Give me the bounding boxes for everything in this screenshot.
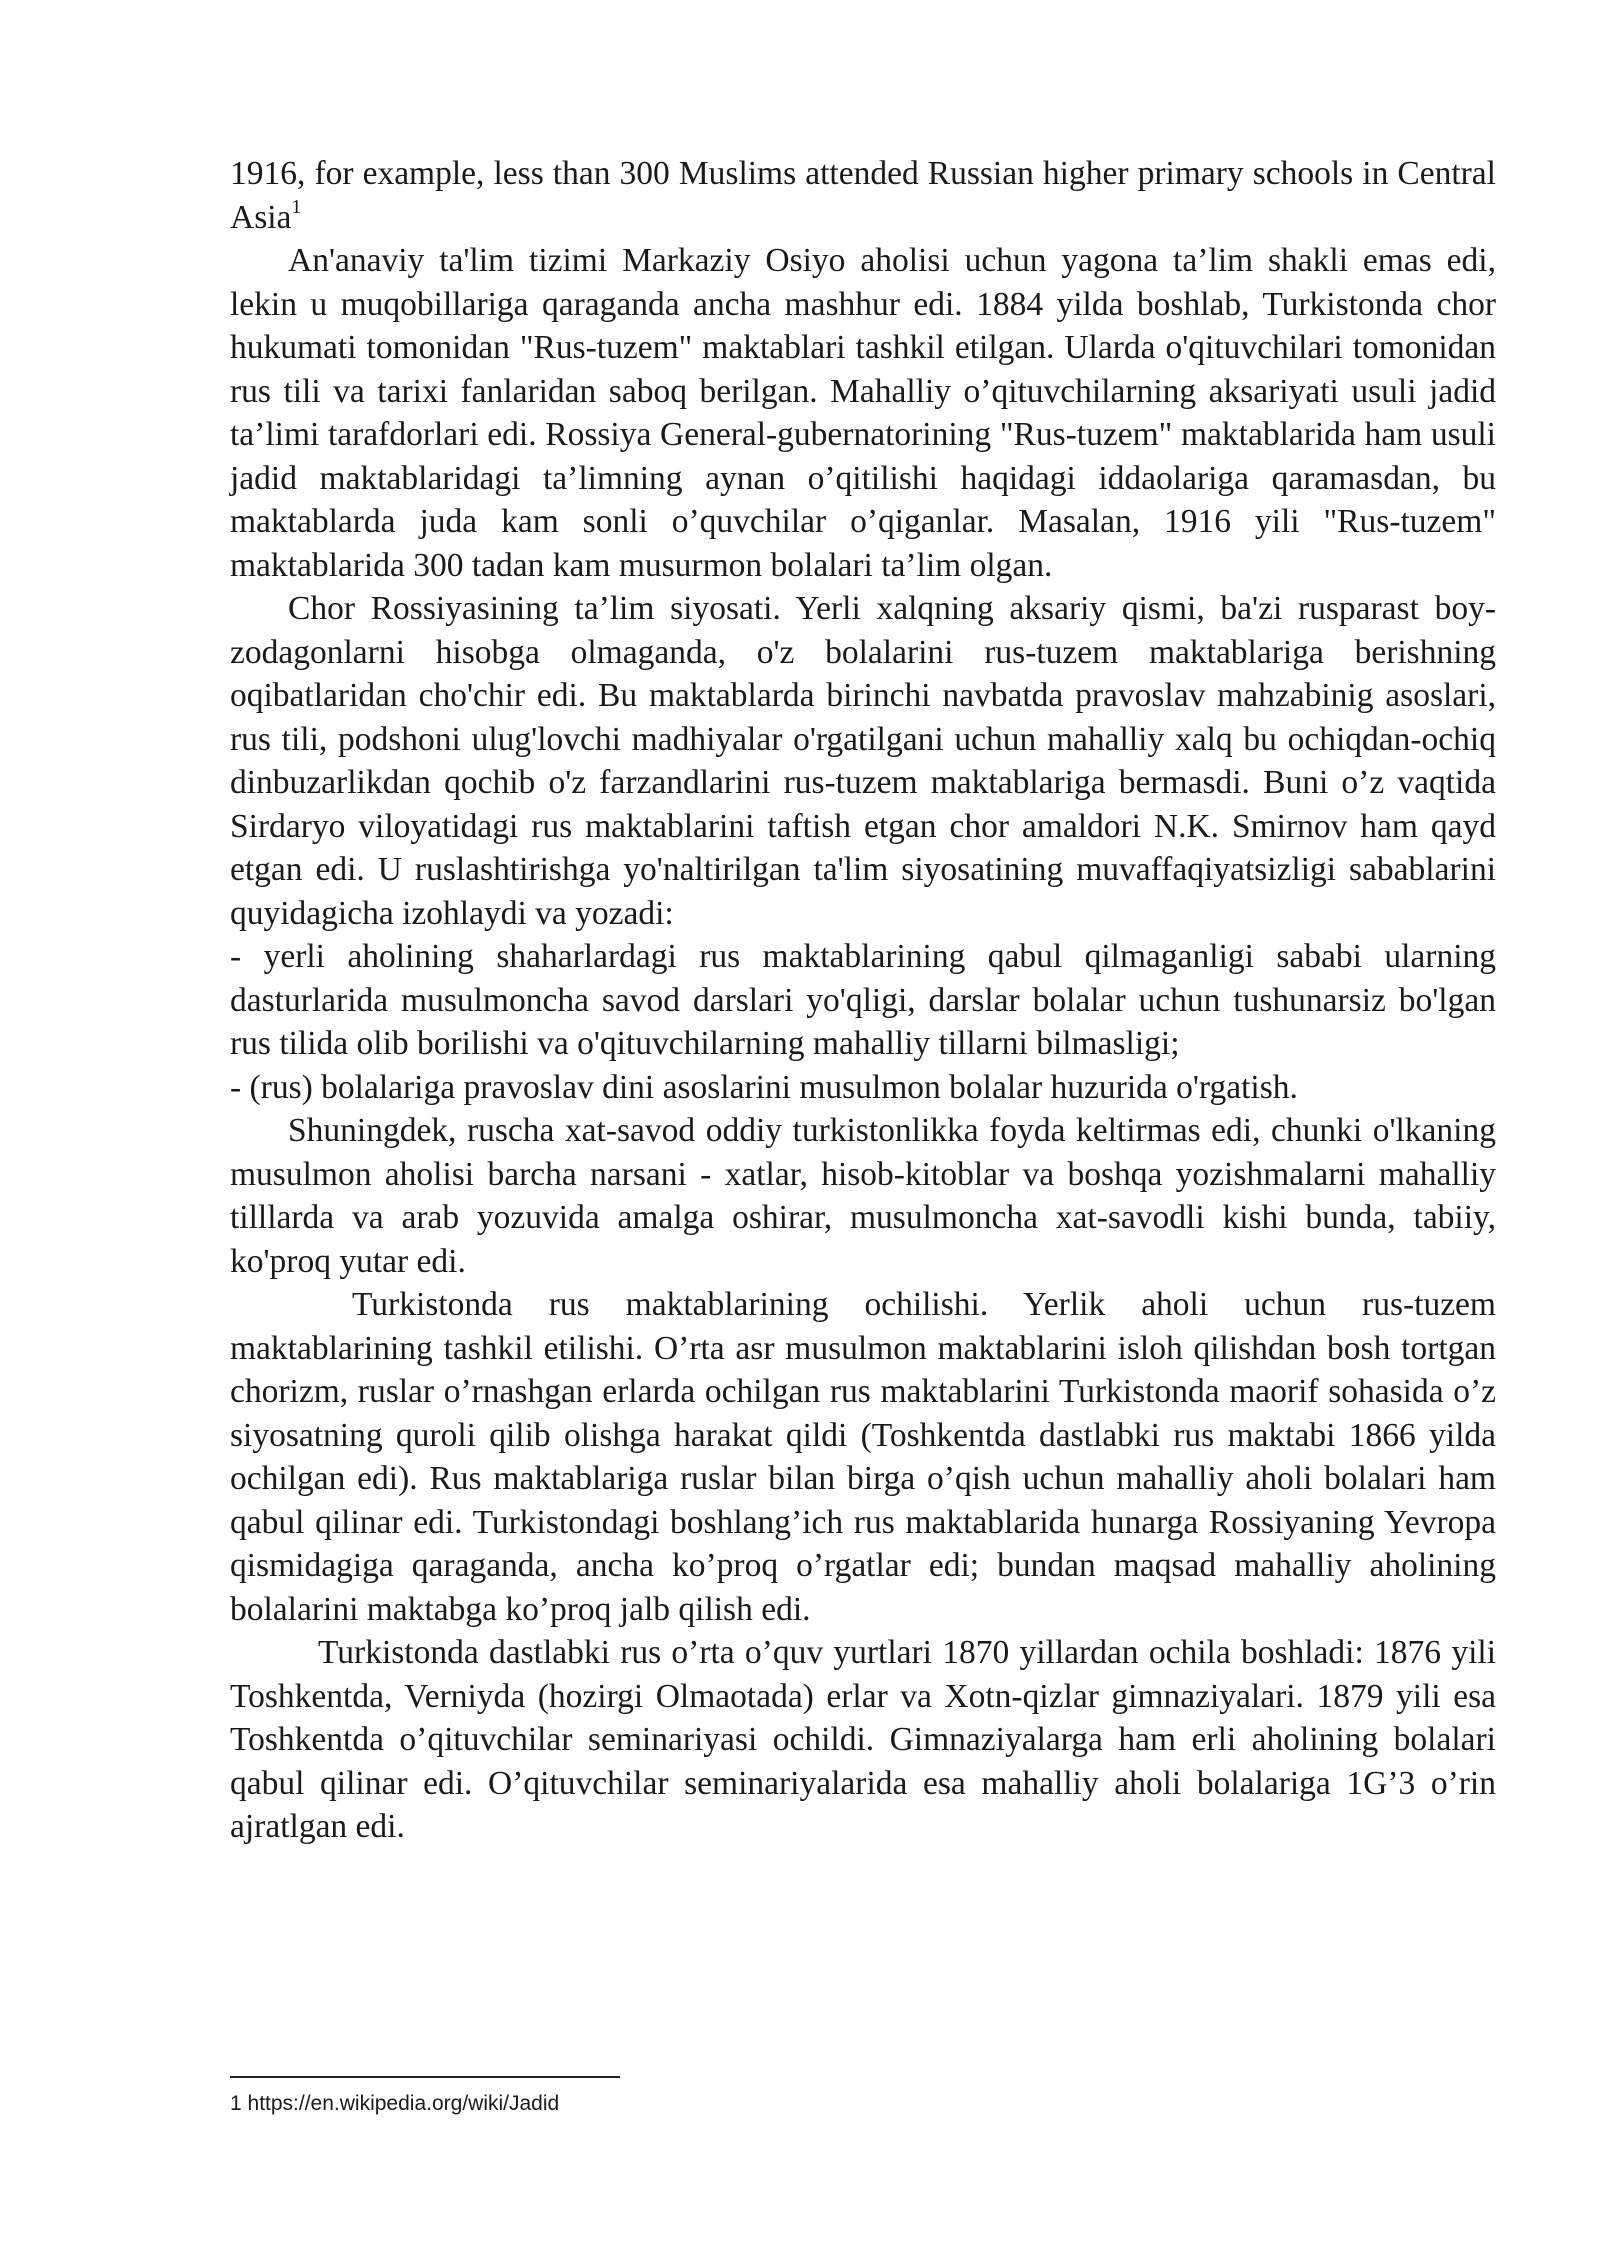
paragraph-5: Turkistonda rus maktablarining ochilishi. Yerlik aholi uchun rus-tuzem maktablarining tashkil etilishi. O’rta asr musulmon maktablarini isloh qilishdan bosh tortgan chorizm, ruslar o’rnashgan erlarda ochilgan rus maktablarini Turkistonda maorif sohasida o’z siyosatning quroli qilib olishga harakat qildi (Toshkentda dastlabki rus maktabi 1866 yilda ochilgan edi). Rus maktablariga ruslar bilan birga o’qish uchun mahalliy aholi bolalari ham qabul qilinar edi. Turkistondagi boshlang’ich rus maktablarida hunarga Rossiyaning Yevropa qismidagiga qaraganda, ancha ko’proq o’rgatlar edi; bundan maqsad mahalliy aholining bolalarini maktabga ko’proq jalb qilish edi. (230, 1286, 1496, 1628)
footnote-number: 1 (230, 2092, 242, 2115)
paragraph-1 (230, 152, 1496, 239)
list-item-2: - (rus) bolalariga pravoslav dini asoslarini musulmon bolalar huzurida o'rgatish. (230, 1068, 1298, 1106)
paragraph-2: An'anaviy ta'lim tizimi Markaziy Osiyo aholisi uchun yagona ta’lim shakli emas edi, lekin u muqobillariga qaraganda ancha mashhur edi. 1884 yilda boshlab, Turkistonda chor hukumati tomonidan "Rus-tuzem" maktablari tashkil etilgan. Ularda o'qituvchilari tomonidan rus tili va tarixi fanlaridan saboq berilgan. Mahalliy o’qituvchilarning aksariyati usuli jadid ta’limi tarafdorlari edi. Rossiya General-gubernatorining "Rus-tuzem" maktablarida ham usuli jadid maktablaridagi ta’limning aynan o’qitilishi haqidagi iddaolariga qaramasdan, bu maktablarda juda kam sonli o’quvchilar o’qiganlar. Masalan, 1916 yili "Rus-tuzem" maktablarida 300 tadan kam musurmon bolalari ta’lim olgan. (230, 242, 1496, 584)
paragraph-1-text: 1916, for example, less than 300 Muslims attended Russian higher primary schools in Central Asia (230, 155, 1496, 236)
list-item-1: - yerli aholining shaharlardagi rus maktablarining qabul qilmaganligi sababi ularning dasturlarida musulmoncha savod darslari yo'qligi, darslar bolalar uchun tushunarsiz bo'lgan rus tilida olib borilishi va o'qituvchilarning mahalliy tillarni bilmasligi; (230, 938, 1496, 1062)
body-text (230, 152, 1496, 1849)
footnote-reference[interactable]: 1 (291, 196, 302, 219)
paragraph-4: Shuningdek, ruscha xat-savod oddiy turkistonlikka foyda keltirmas edi, chunki o'lkaning musulmon aholisi barcha narsani - xatlar, hisob-kitoblar va boshqa yozishmalarni mahalliy tilllarda va arab yozuvida amalga oshirar, musulmoncha xat-savodli kishi bunda, tabiiy, ko'proq yutar edi. (230, 1112, 1496, 1280)
footnote-link[interactable]: https://en.wikipedia.org/wiki/Jadid (247, 2092, 560, 2115)
footnote (230, 2090, 559, 2118)
footnote-divider (230, 2076, 620, 2078)
paragraph-6: Turkistonda dastlabki rus o’rta o’quv yurtlari 1870 yillardan ochila boshladi: 1876 yili Toshkentda, Verniyda (hozirgi Olmaotada) erlar va Xotn-qizlar gimnaziyalari. 1879 yili esa Toshkentda o’qituvchilar seminariyasi ochildi. Gimnaziyalarga ham erli aholining bolalari qabul qilinar edi. O’qituvchilar seminariyalarida esa mahalliy aholi bolalariga 1G’3 o’rin ajratlgan edi. (230, 1634, 1496, 1845)
paragraph-3: Chor Rossiyasining ta’lim siyosati. Yerli xalqning aksariy qismi, ba'zi rusparast boy-zodagonlarni hisobga olmaganda, o'z bolalarini rus-tuzem maktablariga berishning oqibatlaridan cho'chir edi. Bu maktablarda birinchi navbatda pravoslav mahzabinig asoslari, rus tili, podshoni ulug'lovchi madhiyalar o'rgatilgani uchun mahalliy xalq bu ochiqdan-ochiq dinbuzarlikdan qochib o'z farzandlarini rus-tuzem maktablariga bermasdi. Buni o’z vaqtida Sirdaryo viloyatidagi rus maktablarini taftish etgan chor amaldori N.K. Smirnov ham qayd etgan edi. U ruslashtirishga yo'naltirilgan ta'lim siyosatining muvaffaqiyatsizligi sabablarini quyidagicha izohlaydi va yozadi: (230, 590, 1496, 932)
